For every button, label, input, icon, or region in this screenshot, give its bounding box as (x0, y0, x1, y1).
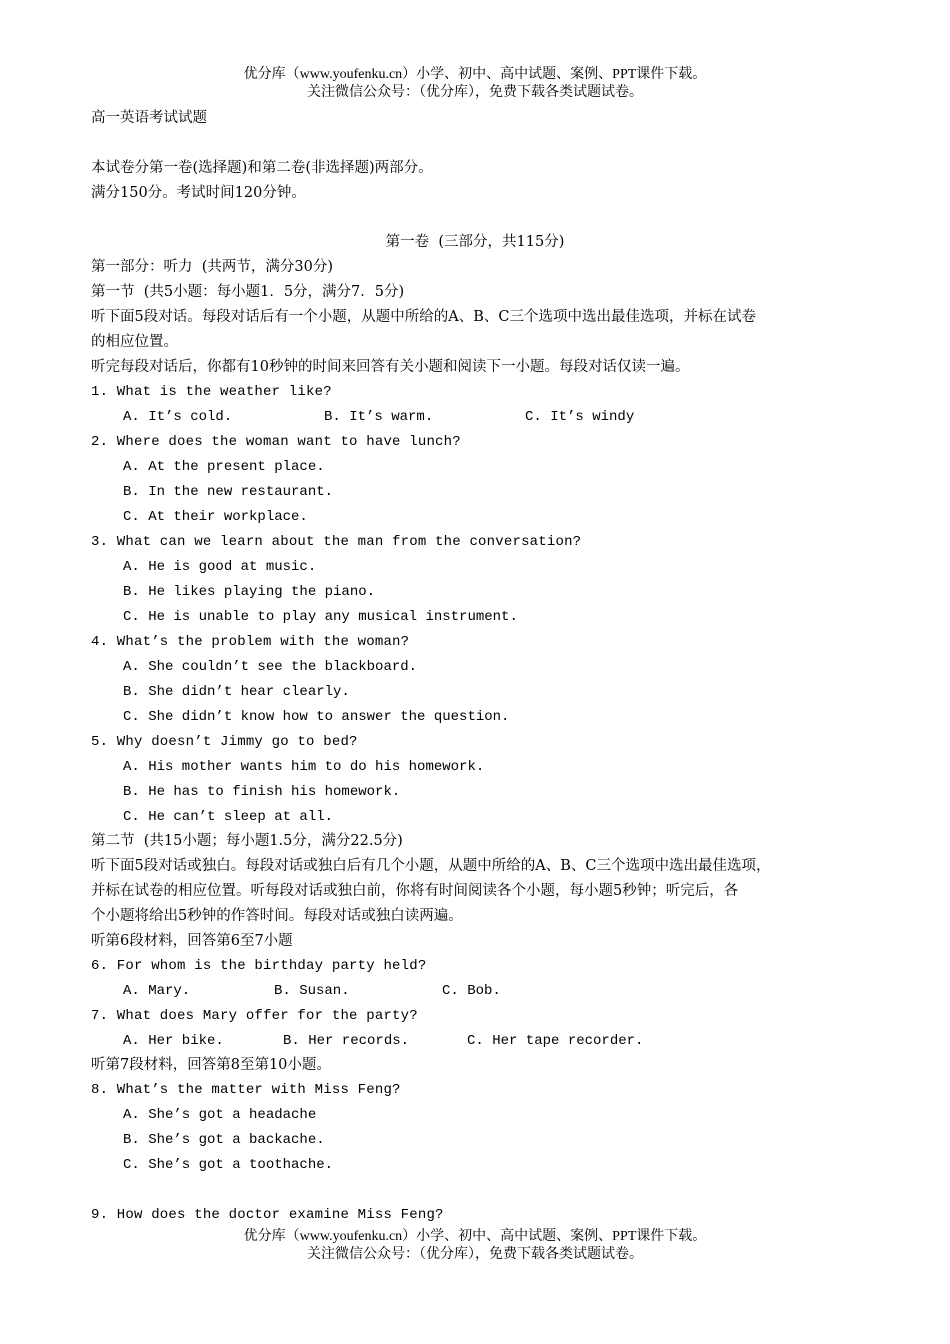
q5-option-a: A. His mother wants him to do his homework. (123, 759, 485, 775)
q2-option-c: C. At their workplace. (123, 509, 308, 525)
q3-option-c: C. He is unable to play any musical instrument. (123, 609, 518, 625)
q7-option-b: B. Her records. (283, 1033, 410, 1049)
question-6: 6. For whom is the birthday party held? (91, 958, 427, 974)
header-line-1: 优分库（www.youfenku.cn）小学、初中、高中试题、案例、PPT课件下载。 (243, 67, 707, 82)
q7-option-c: C. Her tape recorder. (467, 1033, 644, 1049)
q4-option-a: A. She couldn’t see the blackboard. (123, 659, 418, 675)
q8-option-a: A. She’s got a headache (123, 1107, 317, 1123)
section-2-instructions-c: 个小题将给出5秒钟的作答时间。每段对话或独白读两遍。 (91, 908, 463, 924)
question-1: 1. What is the weather like? (91, 384, 332, 400)
q1-option-c: C. It’s windy (525, 409, 635, 425)
section-2-heading: 第二节 (共15小题；每小题1.5分，满分22.5分) (91, 833, 403, 849)
doc-title: 高一英语考试试题 (91, 110, 207, 126)
section-1-instructions-a: 听下面5段对话。每段对话后有一个小题，从题中所给的A、B、C三个选项中选出最佳选项，并标在试卷 (91, 309, 756, 325)
q6-option-c: C. Bob. (442, 983, 501, 999)
material-6-heading: 听第6段材料，回答第6至7小题 (91, 933, 293, 949)
question-3: 3. What can we learn about the man from the conversation? (91, 534, 582, 550)
q2-option-b: B. In the new restaurant. (123, 484, 334, 500)
part-heading: 第一部分：听力 (共两节，满分30分) (91, 259, 333, 275)
question-4: 4. What’s the problem with the woman? (91, 634, 410, 650)
question-9: 9. How does the doctor examine Miss Feng? (91, 1207, 444, 1223)
q4-option-b: B. She didn’t hear clearly. (123, 684, 350, 700)
q7-option-a: A. Her bike. (123, 1033, 224, 1049)
section-1-instructions-b: 的相应位置。 (91, 334, 178, 350)
volume-heading: 第一卷 (三部分，共115分) (385, 234, 565, 250)
section-2-instructions-a: 听下面5段对话或独白。每段对话或独白后有几个小题，从题中所给的A、B、C三个选项中选出最佳选项， (91, 858, 771, 874)
question-5: 5. Why doesn’t Jimmy go to bed? (91, 734, 358, 750)
footer-line-2: 关注微信公众号：（优分库），免费下载各类试题试卷。 (307, 1247, 643, 1262)
q8-option-b: B. She’s got a backache. (123, 1132, 325, 1148)
section-2-instructions-b: 并标在试卷的相应位置。听每段对话或独白前，你将有时间阅读各个小题，每小题5秒钟；听完后，各 (91, 883, 739, 899)
question-2: 2. Where does the woman want to have lunch? (91, 434, 461, 450)
question-8: 8. What’s the matter with Miss Feng? (91, 1082, 401, 1098)
q3-option-b: B. He likes playing the piano. (123, 584, 376, 600)
q1-option-a: A. It’s cold. (123, 409, 233, 425)
q4-option-c: C. She didn’t know how to answer the question. (123, 709, 510, 725)
material-7-heading: 听第7段材料，回答第8至第10小题。 (91, 1057, 331, 1073)
q3-option-a: A. He is good at music. (123, 559, 317, 575)
intro-line-1: 本试卷分第一卷(选择题)和第二卷(非选择题)两部分。 (91, 160, 433, 176)
q8-option-c: C. She’s got a toothache. (123, 1157, 334, 1173)
intro-line-2: 满分150分。考试时间120分钟。 (91, 185, 306, 201)
q1-option-b: B. It’s warm. (324, 409, 434, 425)
section-1-heading: 第一节 (共5小题：每小题1．5分，满分7．5分) (91, 284, 405, 300)
q5-option-c: C. He can’t sleep at all. (123, 809, 334, 825)
section-1-instructions-c: 听完每段对话后，你都有10秒钟的时间来回答有关小题和阅读下一小题。每段对话仅读一遍。 (91, 359, 690, 375)
footer-line-1: 优分库（www.youfenku.cn）小学、初中、高中试题、案例、PPT课件下载。 (243, 1229, 707, 1244)
q2-option-a: A. At the present place. (123, 459, 325, 475)
q6-option-a: A. Mary. (123, 983, 191, 999)
question-7: 7. What does Mary offer for the party? (91, 1008, 418, 1024)
q5-option-b: B. He has to finish his homework. (123, 784, 401, 800)
header-line-2: 关注微信公众号：（优分库），免费下载各类试题试卷。 (307, 85, 643, 100)
q6-option-b: B. Susan. (274, 983, 350, 999)
